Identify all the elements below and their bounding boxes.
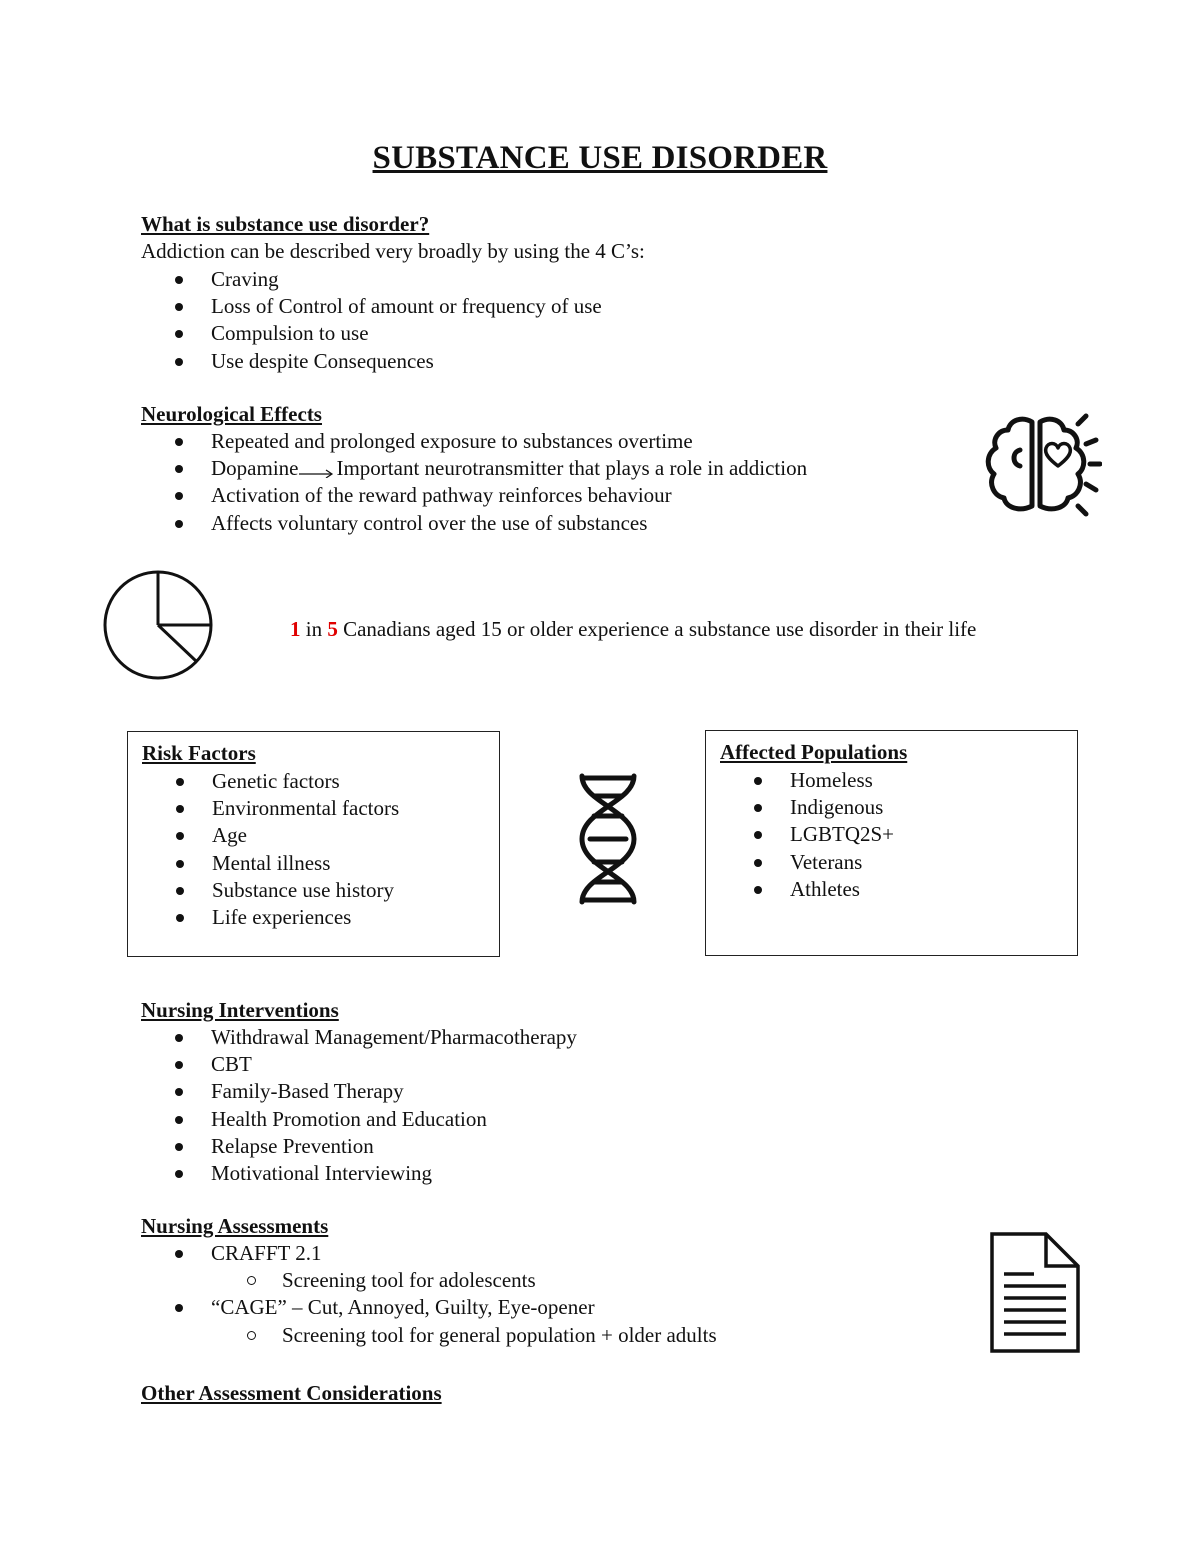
sub-list-item: Screening tool for general population + older adults: [141, 1322, 717, 1349]
assessments-list: [141, 1240, 717, 1349]
risk-factors-list: [142, 768, 399, 931]
list-item: Use despite Consequences: [141, 348, 602, 375]
stat-number-one: 1: [290, 617, 301, 641]
list-item: Indigenous: [720, 794, 894, 821]
list-item: Life experiences: [142, 904, 399, 931]
dna-icon: [576, 772, 640, 906]
list-item: Substance use history: [142, 877, 399, 904]
arrow-right-icon: [298, 464, 336, 478]
interventions-list: [141, 1024, 577, 1187]
dopamine-term: Dopamine: [211, 456, 299, 481]
list-item: CRAFFT 2.1: [141, 1240, 717, 1267]
list-item: Homeless: [720, 767, 894, 794]
list-item: Craving: [141, 266, 602, 293]
stat-number-five: 5: [327, 617, 338, 641]
affected-populations-heading: Affected Populations: [720, 740, 908, 764]
list-item: LGBTQ2S+: [720, 821, 894, 848]
list-item: Withdrawal Management/Pharmacotherapy: [141, 1024, 577, 1051]
risk-factors-heading: Risk Factors: [142, 741, 256, 765]
list-item: “CAGE” – Cut, Annoyed, Guilty, Eye-opener: [141, 1294, 717, 1321]
stat-word-in: in: [305, 617, 323, 641]
list-item: Athletes: [720, 876, 894, 903]
list-item: Genetic factors: [142, 768, 399, 795]
list-item: Motivational Interviewing: [141, 1160, 577, 1187]
list-item: Health Promotion and Education: [141, 1106, 577, 1133]
dopamine-description: Important neurotransmitter that plays a role in addiction: [336, 456, 808, 481]
stat-text: Canadians aged 15 or older experience a substance use disorder in their life: [343, 617, 977, 641]
four-cs-list: [141, 266, 602, 375]
list-item: Repeated and prolonged exposure to substances overtime: [141, 428, 807, 455]
list-item-dopamine: [141, 455, 807, 482]
neuro-list: [141, 428, 807, 537]
page-title: SUBSTANCE USE DISORDER: [372, 140, 828, 176]
list-item: CBT: [141, 1051, 577, 1078]
what-is-intro: Addiction can be described very broadly by using the 4 C’s:: [141, 239, 645, 263]
pie-chart-icon: [100, 568, 216, 682]
sub-list-item: Screening tool for adolescents: [141, 1267, 717, 1294]
neuro-heading: Neurological Effects: [141, 402, 322, 426]
list-item: Family-Based Therapy: [141, 1078, 577, 1105]
document-icon: [988, 1230, 1084, 1356]
list-item: Veterans: [720, 849, 894, 876]
list-item: Activation of the reward pathway reinforces behaviour: [141, 482, 807, 509]
list-item: Mental illness: [142, 850, 399, 877]
list-item: Affects voluntary control over the use of substances: [141, 510, 807, 537]
list-item: Environmental factors: [142, 795, 399, 822]
list-item: Age: [142, 822, 399, 849]
brain-heart-icon: [982, 412, 1102, 520]
affected-populations-list: [720, 767, 894, 903]
list-item: Compulsion to use: [141, 320, 602, 347]
other-considerations-heading: Other Assessment Considerations: [141, 1381, 442, 1405]
what-is-heading: What is substance use disorder?: [141, 212, 430, 236]
interventions-heading: Nursing Interventions: [141, 998, 339, 1022]
assessments-heading: Nursing Assessments: [141, 1214, 329, 1238]
affected-populations-box: [705, 730, 1078, 956]
risk-factors-box: [127, 731, 500, 957]
prevalence-stat: [290, 617, 976, 642]
list-item: Relapse Prevention: [141, 1133, 577, 1160]
list-item: Loss of Control of amount or frequency of use: [141, 293, 602, 320]
